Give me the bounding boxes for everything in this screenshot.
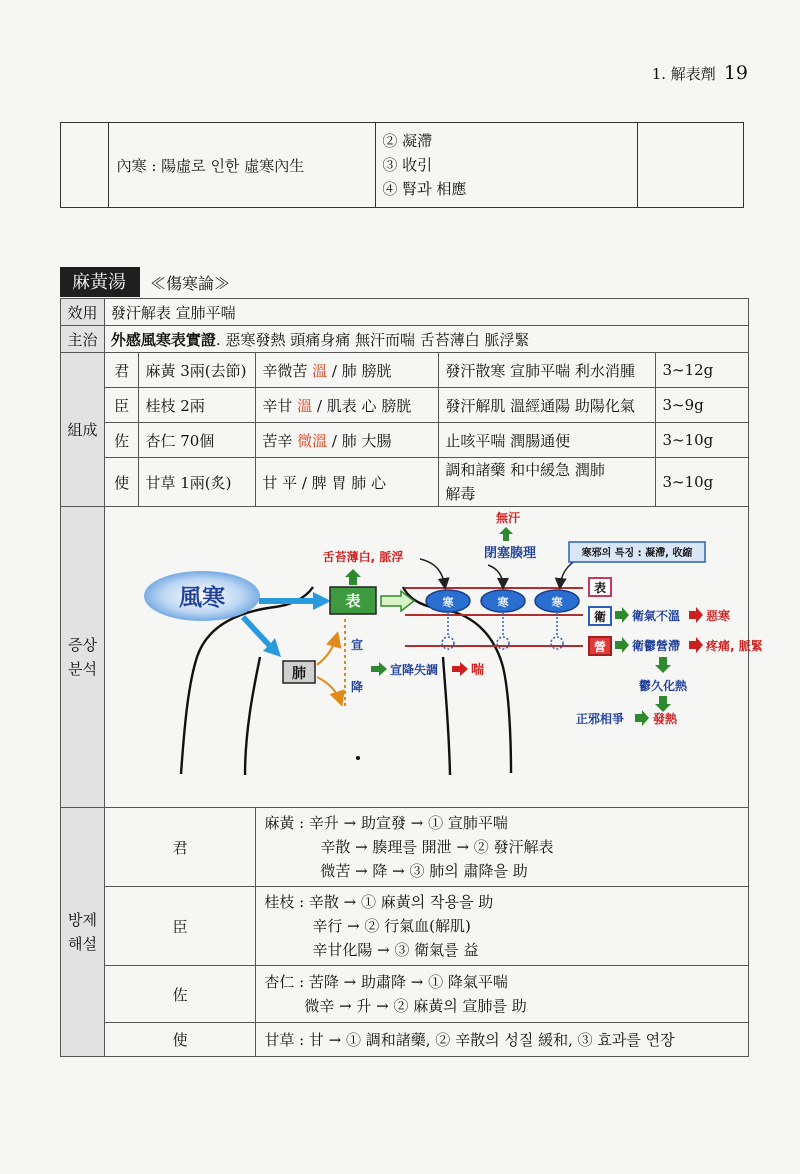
arrow-up-tongue bbox=[345, 569, 361, 585]
dose-cell: 3~12g bbox=[656, 353, 749, 388]
label-line: 증상 bbox=[67, 636, 97, 654]
role-cell: 臣 bbox=[104, 887, 255, 966]
composition-row bbox=[61, 353, 749, 388]
layer-ying-label: 營 bbox=[593, 640, 606, 654]
taste-cell bbox=[256, 388, 439, 423]
wei-qi-text: 衛氣不溫 bbox=[631, 609, 680, 623]
dose-cell: 3~9g bbox=[656, 388, 749, 423]
arrow-down bbox=[655, 696, 671, 712]
cold-label: 寒 bbox=[551, 596, 563, 609]
list-item: ③ 收引 bbox=[382, 156, 433, 174]
arrow-up-no-sweat bbox=[499, 527, 513, 541]
symptom-diagram-cell bbox=[104, 507, 763, 808]
arrow-red bbox=[452, 662, 468, 676]
navel-mark bbox=[356, 756, 360, 760]
xuan-label: 宣 bbox=[350, 638, 363, 652]
symptom-label bbox=[61, 507, 105, 808]
taste-text: 辛甘 bbox=[262, 396, 298, 415]
action-cell: 止咳平喘 潤腸通便 bbox=[439, 423, 656, 458]
internal-cold-items bbox=[376, 123, 638, 208]
arrow-green bbox=[371, 662, 387, 676]
indication-main: 外感風寒表實證 bbox=[110, 330, 216, 349]
efficacy-text: 發汗解表 宣肺平喘 bbox=[104, 299, 748, 326]
lung-box-label: 肺 bbox=[291, 666, 306, 682]
cold-ellipses bbox=[426, 590, 579, 612]
indication-text bbox=[104, 326, 748, 353]
fever-text: 發熱 bbox=[652, 712, 677, 726]
arrow-to-lung bbox=[241, 615, 281, 657]
arrow-red bbox=[689, 607, 703, 623]
herb-cell: 甘草 1兩(炙) bbox=[139, 458, 256, 507]
meridian-text: / 肺 大腸 bbox=[327, 431, 392, 450]
surface-box-label: 表 bbox=[345, 592, 361, 610]
list-item: ④ 腎과 相應 bbox=[382, 180, 467, 198]
role-cell: 使 bbox=[104, 458, 139, 507]
jiang-label: 降 bbox=[350, 680, 363, 694]
label-line: 분석 bbox=[67, 660, 97, 678]
empty-cell bbox=[61, 123, 109, 208]
taste-text: 辛微苦 bbox=[262, 361, 313, 380]
action-cell: 發汗解肌 溫經通陽 助陽化氣 bbox=[439, 388, 656, 423]
role-cell: 君 bbox=[104, 808, 255, 887]
closed-pores-text: 閉塞腠理 bbox=[483, 546, 536, 561]
page-header bbox=[652, 62, 748, 84]
role-cell: 佐 bbox=[104, 966, 255, 1023]
tongue-pulse-text: 舌苔薄白, 脈浮 bbox=[322, 550, 404, 564]
analysis-line: 甘草 : 甘 → ① 調和諸藥, ② 辛散의 성질 緩和, ③ 효과를 연장 bbox=[264, 1030, 675, 1049]
prescription-table bbox=[60, 298, 763, 1057]
analysis-label bbox=[61, 808, 105, 1057]
role-cell: 佐 bbox=[104, 423, 139, 458]
ascend-arrow bbox=[317, 635, 337, 665]
taste-cell: 甘 平 / 脾 胃 肺 心 bbox=[256, 458, 439, 507]
analysis-line: 杏仁 : 苦降 → 助肅降 → ① 降氣平喘 bbox=[264, 973, 508, 991]
page-number: 19 bbox=[723, 62, 748, 84]
struggle-text: 正邪相爭 bbox=[575, 712, 624, 726]
action-text: 解毒 bbox=[445, 485, 476, 503]
composition-row bbox=[61, 458, 749, 507]
indication-rest: . 惡寒發熱 頭痛身痛 無汗而喘 舌苔薄白 脈浮緊 bbox=[215, 330, 530, 349]
arrow-green bbox=[615, 637, 629, 653]
cold-label: 寒 bbox=[497, 596, 509, 609]
layer-surface-label: 表 bbox=[593, 581, 606, 595]
analysis-line: 辛行 → ② 行氣血(解肌) bbox=[312, 917, 471, 935]
aversion-text: 惡寒 bbox=[705, 609, 730, 623]
label-line: 방제 bbox=[67, 911, 97, 929]
temperature-text: 微溫 bbox=[297, 431, 328, 450]
wheeze-text: 喘 bbox=[470, 663, 484, 678]
action-cell bbox=[439, 458, 656, 507]
temperature-text: 溫 bbox=[297, 396, 313, 415]
meridian-text: / 肌表 心 膀胱 bbox=[312, 396, 412, 415]
temperature-text: 溫 bbox=[312, 361, 328, 380]
action-cell: 發汗散寒 宣肺平喘 利水消腫 bbox=[439, 353, 656, 388]
composition-label: 組成 bbox=[61, 353, 105, 507]
taste-text: 苦辛 bbox=[262, 431, 298, 450]
wei-ying-text: 衛鬱營滯 bbox=[631, 639, 680, 653]
role-cell: 臣 bbox=[104, 388, 139, 423]
analysis-text bbox=[256, 887, 749, 966]
analysis-line: 辛甘化陽 → ③ 衛氣를 益 bbox=[312, 941, 479, 959]
analysis-line: 微苦 → 降 → ③ 肺의 肅降을 助 bbox=[320, 862, 528, 880]
arrow-down bbox=[655, 657, 671, 673]
analysis-text bbox=[256, 808, 749, 887]
herb-cell: 麻黃 3兩(去節) bbox=[139, 353, 256, 388]
analysis-line: 微辛 → 升 → ② 麻黃의 宣肺를 助 bbox=[304, 997, 527, 1015]
wind-cold-label: 風寒 bbox=[178, 585, 225, 611]
analysis-text bbox=[256, 966, 749, 1023]
layer-wei-label: 衛 bbox=[593, 610, 606, 624]
efficacy-label: 效用 bbox=[61, 299, 105, 326]
analysis-line: 辛散 → 腠理를 開泄 → ② 發汗解表 bbox=[320, 838, 554, 856]
curved-arrow bbox=[420, 559, 445, 587]
herb-cell: 桂枝 2兩 bbox=[139, 388, 256, 423]
dashed-drops bbox=[442, 613, 563, 649]
taste-cell bbox=[256, 423, 439, 458]
arrow-red bbox=[689, 637, 703, 653]
chapter-title: 1. 解表劑 bbox=[651, 65, 716, 83]
internal-cold-cell: 內寒 : 陽虛로 인한 虛寒內生 bbox=[108, 123, 376, 208]
indication-label: 主治 bbox=[61, 326, 105, 353]
analysis-line: 麻黃 : 辛升 → 助宣發 → ① 宣肺平喘 bbox=[264, 814, 508, 832]
prescription-title bbox=[60, 267, 230, 297]
composition-row bbox=[61, 388, 749, 423]
role-cell: 使 bbox=[104, 1023, 255, 1057]
dose-cell: 3~10g bbox=[656, 423, 749, 458]
analysis-text bbox=[256, 1023, 749, 1057]
arrow-green bbox=[635, 710, 649, 726]
taste-cell bbox=[256, 353, 439, 388]
descend-arrow bbox=[317, 677, 341, 703]
arrow-green bbox=[615, 607, 629, 623]
pain-text: 疼痛, 脈緊 bbox=[705, 639, 763, 653]
stagnation-text: 鬱久化熱 bbox=[638, 679, 687, 693]
curved-arrow bbox=[560, 559, 578, 587]
xuanjiang-fail-text: 宣降失調 bbox=[389, 663, 438, 677]
herb-cell: 杏仁 70個 bbox=[139, 423, 256, 458]
cold-label: 寒 bbox=[442, 596, 454, 609]
prescription-name: 麻黃湯 bbox=[60, 267, 140, 297]
label-line: 해설 bbox=[67, 935, 97, 953]
symptom-diagram bbox=[105, 507, 763, 803]
meridian-text: / 肺 膀胱 bbox=[327, 361, 392, 380]
composition-row bbox=[61, 423, 749, 458]
no-sweat-text: 無汗 bbox=[495, 511, 520, 525]
cold-feature-text: 寒邪의 특징 : 凝滯, 收縮 bbox=[581, 548, 693, 559]
prescription-source: ≪傷寒論≫ bbox=[150, 273, 231, 293]
curved-arrow bbox=[488, 565, 503, 587]
role-cell: 君 bbox=[104, 353, 139, 388]
continuation-table bbox=[60, 122, 744, 208]
dose-cell: 3~10g bbox=[656, 458, 749, 507]
list-item: ② 凝滯 bbox=[382, 132, 433, 150]
action-text: 調和諸藥 和中緩急 潤肺 bbox=[445, 461, 605, 479]
analysis-line: 桂枝 : 辛散 → ① 麻黃의 작용을 助 bbox=[264, 893, 494, 911]
empty-cell bbox=[637, 123, 743, 208]
